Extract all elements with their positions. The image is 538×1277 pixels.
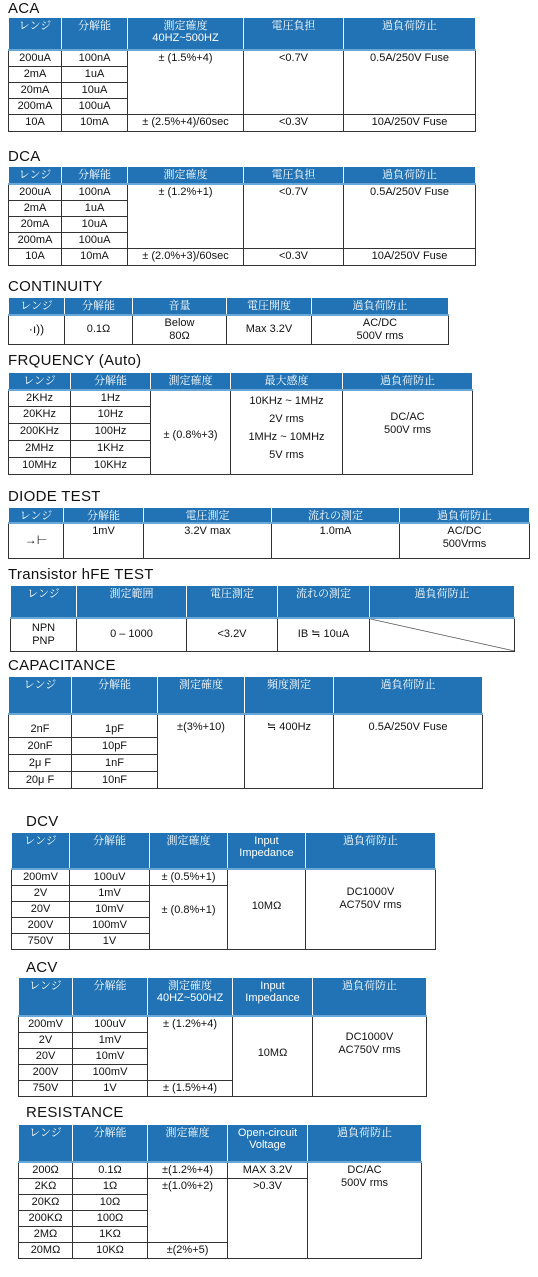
range-cell: 20MΩ <box>19 1242 73 1258</box>
column-header: 最大感度 <box>231 373 343 390</box>
resolution-cell: 10KΩ <box>73 1242 148 1258</box>
column-header: 過負荷防止 <box>313 978 427 1016</box>
protection-cell: DC/AC 500V rms <box>308 1162 422 1259</box>
protection-cell: 0.5A/250V Fuse <box>344 184 476 249</box>
resolution-cell: 10uA <box>62 216 128 232</box>
measure-range-cell: 0 – 1000 <box>77 618 187 652</box>
column-header: 頻度測定 <box>245 677 334 714</box>
section-title: RESISTANCE <box>26 1104 124 1121</box>
section-title: DIODE TEST <box>8 488 101 505</box>
range-cell: 200mV <box>12 869 70 886</box>
column-header: 分解能 <box>62 167 128 184</box>
sensitivity-line: 5V rms <box>269 448 304 461</box>
burden-cell: <0.7V <box>244 184 344 249</box>
column-header: 分解能 <box>73 1125 148 1162</box>
protection-cell: 10A/250V Fuse <box>344 248 476 265</box>
column-header: 過負荷防止 <box>344 18 476 50</box>
column-header: 測定確度 40HZ~500HZ <box>148 978 233 1016</box>
voltage-cell: 3.2V max <box>144 523 272 558</box>
section-title: Transistor hFE TEST <box>8 566 154 583</box>
column-header: 過負荷防止 <box>344 167 476 184</box>
protection-cell: 10A/250V Fuse <box>344 114 476 131</box>
burden-cell: <0.3V <box>244 248 344 265</box>
column-header: 過負荷防止 <box>400 508 530 524</box>
column-header: レンジ <box>9 677 72 714</box>
range-cell: 200V <box>12 917 70 933</box>
range-cell: 200uA <box>9 184 62 201</box>
protection-cell: DC1000V AC750V rms <box>313 1016 427 1097</box>
resolution-cell: 10uA <box>62 82 128 98</box>
range-cell: 20mA <box>9 216 62 232</box>
range-cell: 200KHz <box>9 424 71 441</box>
range-cell: 2KΩ <box>19 1178 73 1194</box>
column-header: 分解能 <box>62 18 128 50</box>
resolution-cell: 10Ω <box>73 1194 148 1210</box>
range-cell: 200uA <box>9 50 62 67</box>
range-cell: 20μ F <box>9 772 72 789</box>
column-header: 電圧負担 <box>244 167 344 184</box>
resolution-cell: 10nF <box>72 772 158 789</box>
range-cell: 750V <box>19 1080 73 1096</box>
accuracy-cell: ±(2%+5) <box>148 1242 228 1258</box>
range-cell: 750V <box>12 933 70 949</box>
resolution-cell: 100uV <box>70 869 150 886</box>
frequency-cell: ≒ 400Hz <box>245 714 334 789</box>
accuracy-cell: ± (0.5%+1) <box>150 869 228 886</box>
impedance-cell: 10MΩ <box>228 869 306 950</box>
range-cell: 200V <box>19 1064 73 1080</box>
column-header: レンジ <box>19 1125 73 1162</box>
accuracy-cell: ± (0.8%+3) <box>151 390 231 475</box>
resolution-cell: 1KΩ <box>73 1226 148 1242</box>
column-header: 分解能 <box>70 833 150 869</box>
resolution-cell: 1KHz <box>71 441 151 458</box>
resolution-cell: 10pF <box>72 738 158 755</box>
resolution-cell: 10mV <box>70 901 150 917</box>
resolution-cell: 10Hz <box>71 407 151 424</box>
column-header: Input Impedance <box>233 978 313 1016</box>
range-cell: 2mA <box>9 66 62 82</box>
resolution-cell: 100uA <box>62 232 128 248</box>
resolution-cell: 0.1Ω <box>65 315 133 345</box>
column-header: 電圧負担 <box>244 18 344 50</box>
column-header: 分解能 <box>65 298 133 315</box>
column-header: 過負荷防止 <box>308 1125 422 1162</box>
continuity-icon: ·ı)) <box>28 321 45 336</box>
resolution-cell: 10mA <box>62 248 128 265</box>
resolution-cell: 1nF <box>72 755 158 772</box>
resolution-cell: 10mV <box>73 1048 148 1064</box>
protection-cell: DC1000V AC750V rms <box>306 869 436 950</box>
section-title: ACA <box>8 0 40 17</box>
spec-table <box>18 1124 422 1259</box>
range-cell: NPN PNP <box>11 618 77 652</box>
volume-cell: Below 80Ω <box>133 315 227 345</box>
resolution-cell: 100uA <box>62 98 128 114</box>
column-header: 測定確度 40HZ~500HZ <box>128 18 244 50</box>
column-header: レンジ <box>9 167 62 184</box>
protection-cell <box>370 618 515 652</box>
accuracy-cell: ± (1.2%+1) <box>128 184 244 249</box>
spec-table <box>8 17 476 132</box>
spec-table <box>8 166 476 266</box>
range-cell: 20KΩ <box>19 1194 73 1210</box>
column-header: 測定確度 <box>158 677 245 714</box>
spec-table <box>8 297 449 345</box>
sensitivity-line: 2V rms <box>269 412 304 425</box>
section-title: CAPACITANCE <box>8 657 116 674</box>
range-cell: 2nF <box>9 714 72 738</box>
impedance-cell: 10MΩ <box>233 1016 313 1097</box>
sensitivity-line: 10KHz ~ 1MHz <box>249 394 324 407</box>
protection-cell: 0.5A/250V Fuse <box>334 714 483 789</box>
range-cell: 2mA <box>9 200 62 216</box>
column-header: 測定確度 <box>148 1125 228 1162</box>
range-cell: 200mA <box>9 232 62 248</box>
accuracy-cell: ± (1.2%+4) <box>148 1016 233 1081</box>
range-cell: 2μ F <box>9 755 72 772</box>
accuracy-cell: ±(1.0%+2) <box>148 1178 228 1242</box>
resolution-cell: 1V <box>70 933 150 949</box>
column-header: 分解能 <box>73 978 148 1016</box>
range-cell: 200mV <box>19 1016 73 1033</box>
column-header: 流れの測定 <box>272 508 400 524</box>
resolution-cell: 100mV <box>73 1064 148 1080</box>
spec-table <box>8 372 473 475</box>
protection-cell: DC/AC 500V rms <box>343 390 473 475</box>
range-cell: 20V <box>12 901 70 917</box>
resolution-cell: 1mV <box>70 885 150 901</box>
column-header: Input Impedance <box>228 833 306 869</box>
column-header: 測定確度 <box>150 833 228 869</box>
resolution-cell: 0.1Ω <box>73 1162 148 1179</box>
accuracy-cell: ± (2.5%+4)/60sec <box>128 114 244 131</box>
resolution-cell: 1pF <box>72 714 158 738</box>
spec-table <box>11 832 436 950</box>
range-cell: 2MΩ <box>19 1226 73 1242</box>
spec-table <box>8 676 483 789</box>
range-cell: 2V <box>12 885 70 901</box>
column-header: レンジ <box>12 833 70 869</box>
sensitivity-cell <box>231 390 343 475</box>
column-header: 測定確度 <box>151 373 231 390</box>
range-cell <box>9 315 65 345</box>
range-cell: 10A <box>9 114 62 131</box>
protection-cell: AC/DC 500V rms <box>312 315 449 345</box>
range-cell: 10MHz <box>9 458 71 475</box>
accuracy-cell: ± (1.5%+4) <box>148 1080 233 1096</box>
resolution-cell: 10KHz <box>71 458 151 475</box>
open-voltage-cell: >0.3V <box>228 1178 308 1258</box>
spec-table <box>18 977 427 1097</box>
column-header: 分解能 <box>64 508 144 524</box>
sensitivity-line: 1MHz ~ 10MHz <box>248 430 325 443</box>
range-cell: 2V <box>19 1032 73 1048</box>
column-header: 過負荷防止 <box>334 677 483 714</box>
resolution-cell: 100mV <box>70 917 150 933</box>
range-cell: 20mA <box>9 82 62 98</box>
column-header: 分解能 <box>72 677 158 714</box>
accuracy-cell: ± (2.0%+3)/60sec <box>128 248 244 265</box>
section-title: FRQUENCY (Auto) <box>8 352 142 369</box>
range-cell: 200KΩ <box>19 1210 73 1226</box>
resolution-cell: 1uA <box>62 200 128 216</box>
range-cell: 2KHz <box>9 390 71 407</box>
column-header: 過負荷防止 <box>312 298 449 315</box>
current-cell: IB ≒ 10uA <box>278 618 370 652</box>
accuracy-cell: ±(1.2%+4) <box>148 1162 228 1179</box>
resolution-cell: 10mA <box>62 114 128 131</box>
section-title: DCV <box>26 813 59 830</box>
range-cell: 10A <box>9 248 62 265</box>
column-header: 電圧測定 <box>187 586 278 618</box>
spec-table <box>8 507 530 559</box>
resolution-cell: 1uA <box>62 66 128 82</box>
accuracy-cell: ±(3%+10) <box>158 714 245 789</box>
section-title: CONTINUITY <box>8 278 103 295</box>
column-header: 測定範囲 <box>77 586 187 618</box>
column-header: 流れの測定 <box>278 586 370 618</box>
column-header: 過負荷防止 <box>370 586 515 618</box>
resolution-cell: 100uV <box>73 1016 148 1033</box>
protection-cell: AC/DC 500Vrms <box>400 523 530 558</box>
diode-icon: →⊢ <box>24 532 48 547</box>
column-header: レンジ <box>9 298 65 315</box>
burden-cell: <0.7V <box>244 50 344 115</box>
section-title: DCA <box>8 148 41 165</box>
range-cell: 20V <box>19 1048 73 1064</box>
resolution-cell: 1Ω <box>73 1178 148 1194</box>
column-header: 電圧測定 <box>144 508 272 524</box>
range-cell: 20KHz <box>9 407 71 424</box>
resolution-cell: 100nA <box>62 50 128 67</box>
section-title: ACV <box>26 959 58 976</box>
resolution-cell: 100Hz <box>71 424 151 441</box>
column-header: 過負荷防止 <box>343 373 473 390</box>
protection-cell: 0.5A/250V Fuse <box>344 50 476 115</box>
column-header: 電圧開度 <box>227 298 312 315</box>
resolution-cell: 1mV <box>64 523 144 558</box>
open-voltage-cell: MAX 3.2V <box>228 1162 308 1179</box>
range-cell: 2MHz <box>9 441 71 458</box>
accuracy-cell: ± (0.8%+1) <box>150 885 228 949</box>
range-cell: 200mA <box>9 98 62 114</box>
column-header: レンジ <box>9 18 62 50</box>
column-header: 音量 <box>133 298 227 315</box>
column-header: Open-circuit Voltage <box>228 1125 308 1162</box>
voltage-cell: <3.2V <box>187 618 278 652</box>
resolution-cell: 1V <box>73 1080 148 1096</box>
resolution-cell: 100nA <box>62 184 128 201</box>
column-header: レンジ <box>9 373 71 390</box>
column-header: 分解能 <box>71 373 151 390</box>
burden-cell: <0.3V <box>244 114 344 131</box>
spec-table <box>10 585 515 652</box>
range-cell: 200Ω <box>19 1162 73 1179</box>
accuracy-cell: ± (1.5%+4) <box>128 50 244 115</box>
open-voltage-cell: Max 3.2V <box>227 315 312 345</box>
resolution-cell: 100Ω <box>73 1210 148 1226</box>
resolution-cell: 1Hz <box>71 390 151 407</box>
resolution-cell: 1mV <box>73 1032 148 1048</box>
column-header: レンジ <box>9 508 64 524</box>
column-header: 過負荷防止 <box>306 833 436 869</box>
range-cell <box>9 523 64 558</box>
column-header: レンジ <box>19 978 73 1016</box>
current-cell: 1.0mA <box>272 523 400 558</box>
range-cell: 20nF <box>9 738 72 755</box>
column-header: レンジ <box>11 586 77 618</box>
column-header: 測定確度 <box>128 167 244 184</box>
